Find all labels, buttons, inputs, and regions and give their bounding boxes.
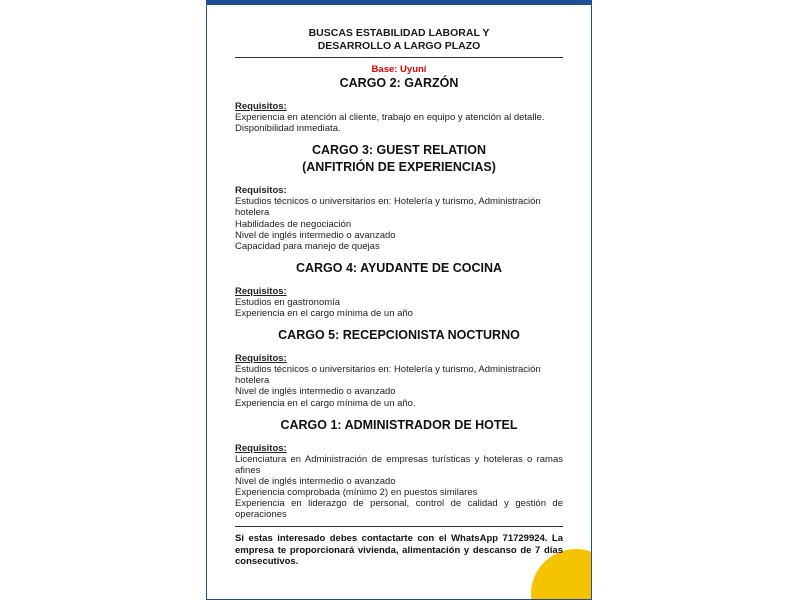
requirement-item: Habilidades de negociación bbox=[235, 218, 352, 230]
cargo-2-requirements bbox=[235, 101, 563, 134]
cargo-4-title: CARGO 4: AYUDANTE DE COCINA bbox=[295, 260, 503, 275]
title-divider bbox=[235, 57, 563, 58]
cargo-3-title-line-2: (ANFITRIÓN DE EXPERIENCIAS) bbox=[302, 160, 496, 175]
cargo-1-title: CARGO 1: ADMINISTRADOR DE HOTEL bbox=[280, 417, 518, 432]
requirement-item: Experiencia en liderazgo de personal, control de calidad y gestión de operaciones bbox=[235, 498, 563, 521]
cargo-5-title: CARGO 5: RECEPCIONISTA NOCTURNO bbox=[278, 328, 520, 343]
cargo-3-title bbox=[235, 142, 563, 176]
requirement-item: Estudios técnicos o universitarios en: Hotelería y turismo, Administración hotelera bbox=[235, 364, 541, 387]
requirements-label: Requisitos: bbox=[235, 185, 287, 197]
requirement-item: Licenciatura en Administración de empresas turísticas y hoteleras o ramas afines bbox=[235, 453, 563, 476]
job-flyer bbox=[206, 0, 592, 600]
cargo-2-title: CARGO 2: GARZÓN bbox=[339, 76, 459, 90]
requirement-item: Nivel de inglés intermedio o avanzado bbox=[235, 229, 396, 241]
requirement-item: Capacidad para manejo de quejas bbox=[235, 240, 380, 252]
requirement-item: Estudios técnicos o universitarios en: Hotelería y turismo, Administración hotelera bbox=[235, 196, 541, 219]
requirement-item: Disponibilidad inmediata. bbox=[235, 123, 341, 135]
requirement-item: Experiencia en el cargo mínima de un año. bbox=[235, 397, 416, 409]
requirement-item: Experiencia en el cargo mínima de un año bbox=[235, 308, 413, 320]
title-line-2: DESARROLLO A LARGO PLAZO bbox=[317, 40, 481, 52]
requirements-label: Requisitos: bbox=[235, 285, 287, 297]
requirement-item: Nivel de inglés intermedio o avanzado bbox=[235, 386, 396, 398]
requirement-item: Experiencia comprobada (mínimo 2) en puestos similares bbox=[235, 486, 478, 498]
flyer-title bbox=[235, 27, 563, 53]
contact-footer: Si estas interesado debes contactarte con el WhatsApp 71729924. La empresa te proporcionará vivienda, alimentación y descanso de 7 días consecutivos. bbox=[235, 526, 563, 568]
title-line-1: BUSCAS ESTABILIDAD LABORAL Y bbox=[308, 27, 490, 39]
requirements-label: Requisitos: bbox=[235, 353, 287, 365]
base-location: Base: Uyuni bbox=[371, 64, 427, 75]
requirement-item: Estudios en gastronomía bbox=[235, 296, 341, 308]
cargo-5-requirements bbox=[235, 353, 563, 408]
cargo-3-title-line-1: CARGO 3: GUEST RELATION bbox=[311, 143, 487, 158]
cargo-1-requirements bbox=[235, 443, 563, 521]
cargo-3-requirements bbox=[235, 185, 563, 252]
requirements-label: Requisitos: bbox=[235, 101, 287, 112]
requirement-item: Nivel de inglés intermedio o avanzado bbox=[235, 475, 396, 487]
requirements-label: Requisitos: bbox=[235, 442, 287, 454]
cargo-4-requirements bbox=[235, 286, 563, 319]
requirement-item: Experiencia en atención al cliente, trabajo en equipo y atención al detalle. bbox=[235, 112, 545, 124]
flyer-content bbox=[235, 0, 563, 568]
